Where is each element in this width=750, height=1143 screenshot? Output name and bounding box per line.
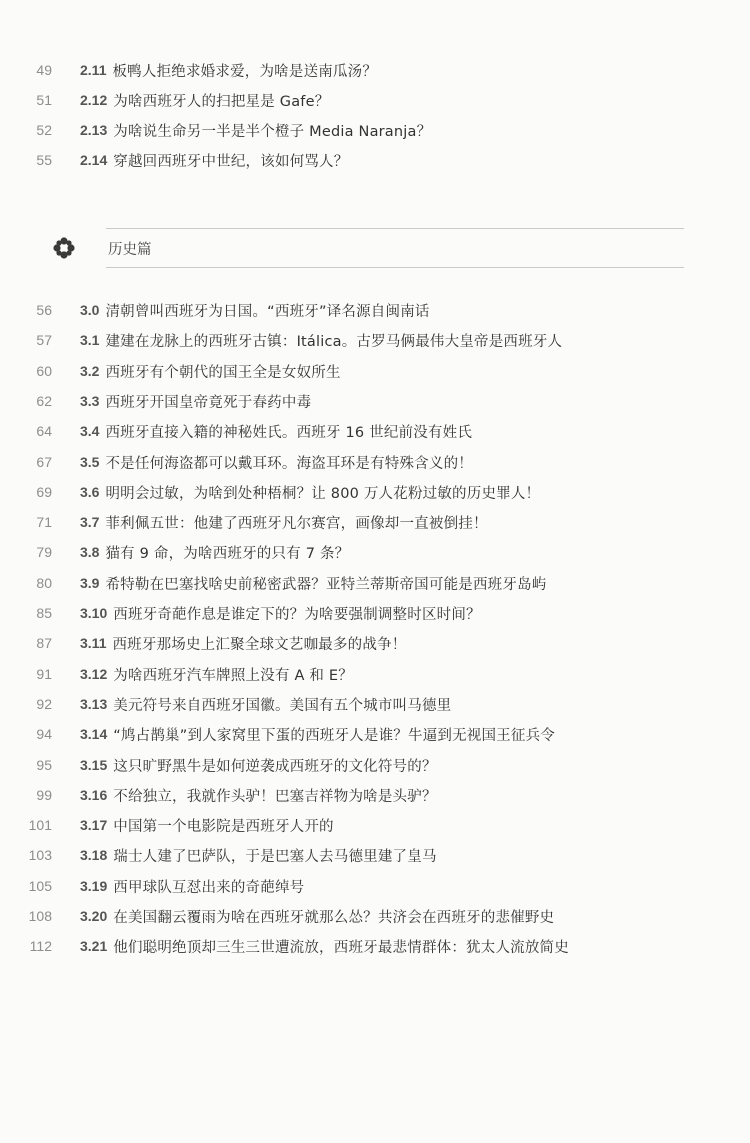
page-number: 51 (36, 92, 52, 108)
entry-number: 3.21 (80, 938, 108, 954)
page-number: 94 (36, 726, 52, 742)
page-number: 64 (36, 423, 52, 439)
toc-entry[interactable] (0, 841, 437, 869)
toc-entry[interactable] (0, 326, 562, 354)
toc-entry[interactable] (0, 538, 349, 566)
entry-number: 2.12 (80, 92, 108, 108)
entry-title: 为啥西班牙人的扫把星是 Gafe？ (113, 93, 330, 110)
toc-entry[interactable] (0, 811, 334, 839)
entry-title: 不是任何海盗都可以戴耳环。海盗耳环是有特殊含义的！ (105, 455, 473, 472)
page-number: 105 (28, 878, 52, 894)
toc-entry[interactable] (0, 569, 546, 597)
toc-entry[interactable] (0, 751, 437, 779)
entry-title: 中国第一个电影院是西班牙人开的 (113, 818, 334, 835)
entry-title: 美元符号来自西班牙国徽。美国有五个城市叫马德里 (113, 697, 452, 714)
entry-title: 这只旷野黑牛是如何逆袭成西班牙的文化符号的？ (113, 758, 437, 775)
entry-title: 在美国翻云覆雨为啥在西班牙就那么怂？共济会在西班牙的悲催野史 (113, 909, 555, 926)
entry-number: 3.9 (80, 575, 100, 591)
entry-title: 西班牙有个朝代的国王全是女奴所生 (105, 364, 341, 381)
page-number: 95 (36, 757, 52, 773)
page-number: 91 (36, 666, 52, 682)
page-number: 69 (36, 484, 52, 500)
entry-number: 2.11 (80, 62, 107, 78)
entry-number: 3.13 (80, 696, 108, 712)
entry-title: 为啥西班牙汽车牌照上没有 A 和 E？ (113, 667, 353, 684)
toc-entry[interactable] (0, 872, 304, 900)
page-number: 103 (28, 847, 52, 863)
entry-number: 3.2 (80, 363, 100, 379)
entry-title: 西班牙那场史上汇聚全球文艺咖最多的战争！ (112, 636, 407, 653)
entry-number: 3.19 (80, 878, 108, 894)
toc-entry[interactable] (0, 720, 555, 748)
page-number: 87 (36, 635, 52, 651)
toc-entry[interactable] (0, 357, 341, 385)
page-number: 99 (36, 787, 52, 803)
page-number: 55 (36, 152, 52, 168)
entry-title: 建建在龙脉上的西班牙古镇：Itálica。古罗马俩最伟大皇帝是西班牙人 (105, 333, 563, 350)
toc-entry[interactable] (0, 902, 554, 930)
page-number: 80 (36, 575, 52, 591)
toc-entry[interactable] (0, 629, 406, 657)
toc-entry[interactable] (0, 932, 569, 960)
toc-entry[interactable] (0, 448, 473, 476)
toc-entry[interactable] (0, 387, 311, 415)
entry-title: 西班牙开国皇帝竟死于春药中毒 (105, 394, 312, 411)
page-number: 92 (36, 696, 52, 712)
entry-number: 3.11 (80, 635, 107, 651)
page-number: 57 (36, 332, 52, 348)
toc-entry[interactable] (0, 296, 430, 324)
page-number: 67 (36, 454, 52, 470)
section-title: 历史篇 (108, 242, 152, 258)
entry-title: 为啥说生命另一半是半个橙子 Media Naranja？ (113, 123, 432, 140)
entry-number: 3.10 (80, 605, 108, 621)
page-number: 85 (36, 605, 52, 621)
entry-title: 西甲球队互怼出来的奇葩绰号 (113, 879, 305, 896)
flower-icon (52, 236, 76, 260)
section-header (52, 228, 684, 268)
toc-entry[interactable] (0, 781, 437, 809)
toc-entry[interactable] (0, 599, 481, 627)
page-number: 112 (29, 938, 52, 954)
toc-entry[interactable] (0, 56, 377, 84)
entry-number: 3.20 (80, 908, 108, 924)
entry-number: 3.14 (80, 726, 108, 742)
entry-title: 穿越回西班牙中世纪，该如何骂人？ (113, 153, 349, 170)
toc-entry[interactable] (0, 508, 488, 536)
toc-entry[interactable] (0, 478, 540, 506)
entry-number: 2.14 (80, 152, 108, 168)
toc-entry[interactable] (0, 690, 451, 718)
section-rule-bottom (106, 267, 684, 268)
entry-number: 3.8 (80, 544, 100, 560)
entry-number: 3.7 (80, 514, 100, 530)
page-number: 49 (36, 62, 52, 78)
toc-entry[interactable] (0, 116, 431, 144)
page-number: 108 (28, 908, 52, 924)
entry-number: 3.16 (80, 787, 108, 803)
entry-title: 猫有 9 命，为啥西班牙的只有 7 条？ (105, 545, 350, 562)
entry-title: 西班牙奇葩作息是谁定下的？为啥要强制调整时区时间？ (113, 606, 481, 623)
entry-title: 西班牙直接入籍的神秘姓氏。西班牙 16 世纪前没有姓氏 (105, 424, 473, 441)
entry-title: “鸠占鹊巢”到人家窝里下蛋的西班牙人是谁？牛逼到无视国王征兵令 (113, 727, 555, 744)
page-number: 79 (36, 544, 52, 560)
toc-entry[interactable] (0, 660, 353, 688)
entry-number: 3.6 (80, 484, 100, 500)
entry-number: 3.3 (80, 393, 100, 409)
entry-number: 3.0 (80, 302, 100, 318)
entry-title: 菲利佩五世：他建了西班牙凡尔赛宫，画像却一直被倒挂！ (105, 515, 488, 532)
entry-title: 瑞士人建了巴萨队，于是巴塞人去马德里建了皇马 (113, 848, 437, 865)
entry-number: 3.12 (80, 666, 108, 682)
entry-title: 板鸭人拒绝求婚求爱，为啥是送南瓜汤？ (112, 63, 378, 80)
page-number: 101 (28, 817, 52, 833)
page-number: 52 (36, 122, 52, 138)
entry-number: 3.17 (80, 817, 108, 833)
entry-number: 3.18 (80, 847, 108, 863)
section-rule-top (106, 228, 684, 229)
entry-number: 3.5 (80, 454, 100, 470)
page-number: 56 (36, 302, 52, 318)
toc-entry[interactable] (0, 86, 329, 114)
entry-title: 明明会过敏，为啥到处种梧桐？让 800 万人花粉过敏的历史罪人！ (105, 485, 541, 502)
entry-title: 希特勒在巴塞找啥史前秘密武器？亚特兰蒂斯帝国可能是西班牙岛屿 (105, 576, 547, 593)
entry-number: 3.4 (80, 423, 100, 439)
entry-number: 2.13 (80, 122, 108, 138)
entry-number: 3.15 (80, 757, 108, 773)
page-number: 62 (36, 393, 52, 409)
page-number: 60 (36, 363, 52, 379)
page-number: 71 (36, 514, 52, 530)
toc-entry[interactable] (0, 146, 348, 174)
entry-title: 他们聪明绝顶却三生三世遭流放，西班牙最悲情群体：犹太人流放简史 (113, 939, 569, 956)
entry-number: 3.1 (80, 332, 100, 348)
toc-entry[interactable] (0, 417, 472, 445)
entry-title: 清朝曾叫西班牙为日国。“西班牙”译名源自闽南话 (105, 303, 430, 320)
entry-title: 不给独立，我就作头驴！巴塞吉祥物为啥是头驴？ (113, 788, 437, 805)
